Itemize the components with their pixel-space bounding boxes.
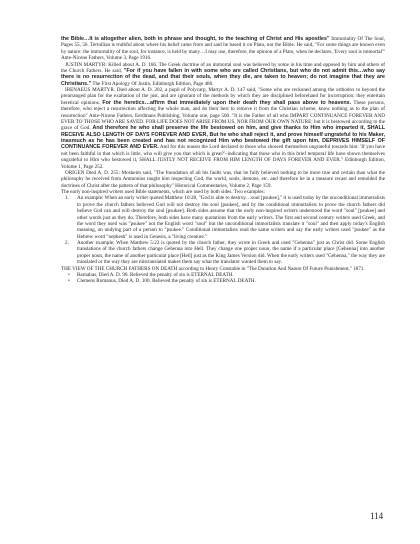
bullet-icon: • — [68, 271, 70, 278]
paragraph-text: Immortality Of The Soul, Pages 55, 56. Tertullian is truthful about where his belief came from and said he based it on Plato, not the Bible. He said, "For some things are known even by nature: the immortality of the soul, for instance, is held by many…I may use, therefore, the opinion of a Plato, when he declares, 'Every soul is immortal'" Ante-Nicene Fathers, Volume 3, Page 1916. — [61, 36, 386, 62]
list-number: 1. — [65, 195, 69, 202]
paragraph-text: ORIGEN Died A. D. 255: Mosheim said, "The foundation of all his faults was, that he fully believed nothing to be more true and certain than what the philosophy he received from Ammonius taught him respecting God, the world, souls, demons, etc. and therefore he in a measure recast and remolded the doctrines of Christ after the pattern of that philosophy" Historical Commentaries, Volume 2, Page 159. — [61, 169, 385, 189]
paragraph-tertullian — [61, 36, 385, 62]
list-item-text: Another example: When Matthew 5:22 is quoted by the church father, they wrote in Greek and used "Gehenna" just as Christ did. Some English translations of the church fathers change Gehenna into Hell. They change one proper noun, the name if a particular place [Gehenna] into another proper noun, the name of another particular place [Hell] just as the King James Version did. When the early writers used "Gehenna," the way they are translated or the way they are mistranslated makes them say what the translator wanted them to say. — [77, 240, 385, 266]
paragraph-text: JUSTIN MARTYR: Killed about A. D. 166. The Greek doctrine of an immortal soul was believed by some in his time and opposed by him and others of the Church Fathers. He said, — [61, 61, 385, 74]
list-item-text: Clemens Romanus, Died A. D. 100. Believed the penalty of sin is ETERNAL DEATH. — [77, 278, 256, 285]
list-number: 2. — [65, 240, 69, 246]
paragraph-text: THE VIEW OF THE CHURCH FATHERS ON DEATH according to Henry Constable in "The Duration And Nature Of Future Punishment," 1871. — [61, 265, 365, 272]
bold-quote: For the heretics…affirm that immediately upon their death they shall pass above to heavens. — [102, 99, 352, 106]
list-item-text: Barnabas, Died A. D. 90. Believed the penalty of sin is ETERNAL DEATH. — [77, 271, 234, 278]
page-body — [61, 36, 385, 285]
list-item — [61, 195, 385, 240]
bold-quote: And therefore he who shall preserve the life bestowed on him, and give thanks to Him who imparted it, SHALL RECEIVE ALSO LENGTH OF DAYS FOREVER AND EVER, But he who shall reject it, and prove himself ungrateful to his Maker, inasmuch as he has been created and has not recognized Him who bestowed the gift upon him, DEPRIVES HIMSELF OF CONTINUANCE FOREVER AND EVER. — [61, 125, 386, 151]
paragraph-text: And for this reason the Lord declared to those who showed themselves ungrateful towards him: 'If you have not been faithful in that which is little, who will give you that which is great?'–indicating that those who in this brief temporal life have shown themselves ungrateful to Him who bestowed it, SHALL JUSTLY NOT RECEIVE FROM HIM LENGTH OF DAYS FOREVER AND EVER." Edinburgh Edition, Volume 1, Page 252. — [61, 144, 386, 170]
list-item — [61, 240, 385, 266]
paragraph-text: IRENAEUS MARTYR. Died about A. D. 202, a pupil of Polycarp, Martyr A. D. 147 said, "Some who are reckoned among the orthodox to beyond the prearranged plan for the exaltation of the just, and are ignorant of the methods by which they are disciplined beforehand for incorruption; they entertain heretical opinions. — [61, 87, 385, 106]
examples-list — [61, 195, 385, 265]
paragraph-text: The early non-inspired writers used Bible statements, which are used by both sides. Two examples: — [61, 189, 265, 195]
paragraph-origen — [61, 170, 385, 189]
paragraph-text: The First Apology Of Justin, Edinburgh Edition, Page 480. — [91, 80, 214, 87]
bold-quote: the Bible…It is altogether alien, both in phrase and thought, to the teaching of Christ and His apostles" — [61, 36, 330, 42]
paragraph-text: These persons, therefore, who reject a resurrection affecting the whole man, and do their best to remove it from the Christian scheme, know nothing as to the plan of resurrection" Ante-Nicene Fathers, Eerdmans Publishing, Volume one, page 560. "It is the Father of all who IMPART CONTINUANCE FOREVER AND EVER TO THOSE WHO ARE SAVED. FOR LIFE DOES NOT ARISE FROM US, NOR FROM OUR OWN NATURE; but it is bestowed according to the grace of God. — [61, 99, 385, 132]
page-number: 114 — [370, 511, 384, 521]
church-fathers-list — [61, 272, 385, 285]
list-item — [61, 278, 385, 284]
paragraph-justin-martyr — [61, 62, 385, 88]
paragraph-irenaeus — [61, 87, 385, 170]
bullet-icon: • — [68, 278, 70, 285]
bold-quote: "For if you have fallen in with some who are called Christians, but who do not admit this…who say there is no resurrection of the dead, and that their souls, when they die, are taken to heaven; do not imagine that they are Christians." — [61, 67, 385, 87]
list-item-text: An example: When an early writer quoted Matthew 10:28, "God is able to destroy…soul [psukee]," it is used today by the unconditional immortalists to prove the church fathers believed God will not destroy the soul [psukee], and by the conditional immortalists to prove the church fathers did believe God can and will destroy the soul [psukee]. Both sides assume that the early non-inspired writers understood the word "soul" [psukee] and other words just as they do. Therefore, both sides have many quotations from the early writers. The first and second century writers used Greek, and the word they used was "psukee" not the English word "soul" but the unconditional immortalists translate it "soul" and then apply today's English meaning, an undying part of a person to "psukee." Conditional immortalists read the same writers and say the early writers used "psukee" as the Hebrew word "nephesh" is used in Genesis, a "living creature." — [77, 195, 385, 240]
